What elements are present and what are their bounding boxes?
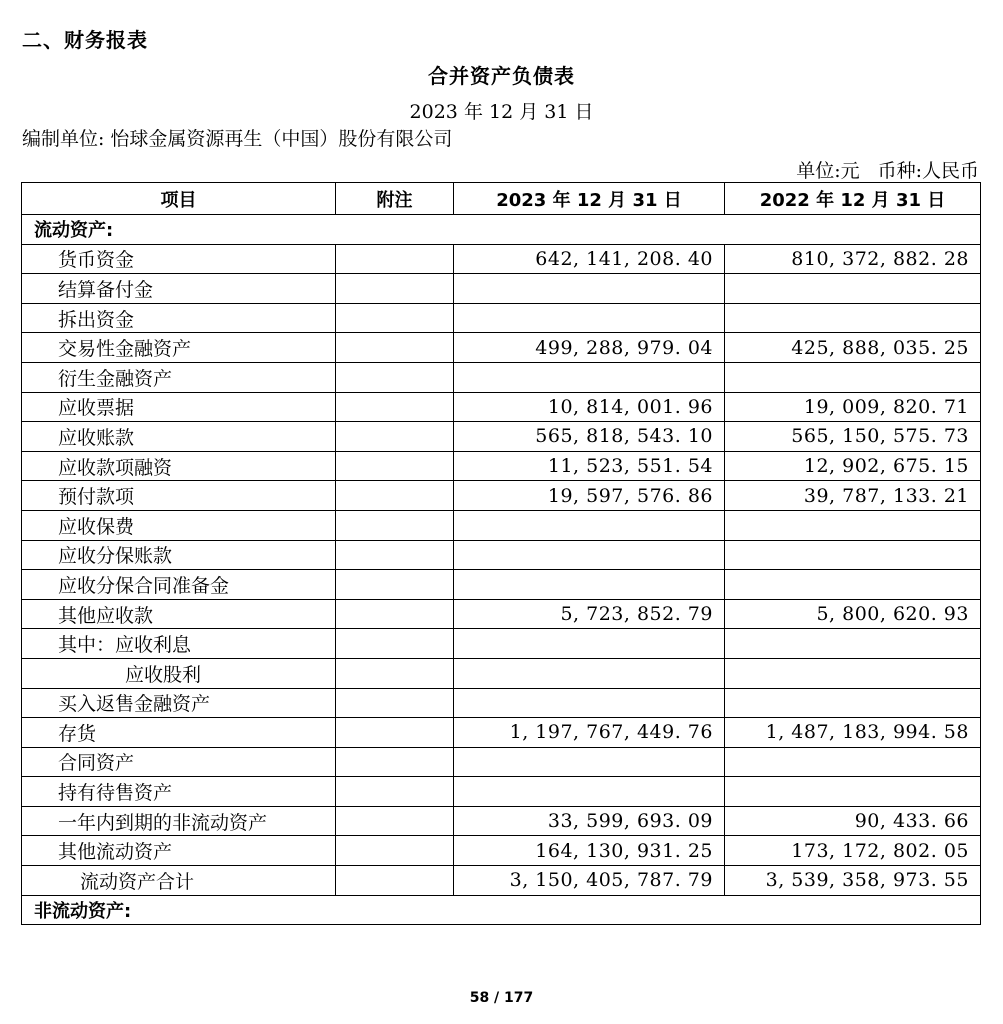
row-note [336, 629, 454, 659]
table-row [22, 333, 981, 363]
row-current-value [454, 777, 725, 807]
page-number: 58 / 177 [469, 990, 534, 1006]
document-title: 合并资产负债表 [428, 64, 575, 88]
table-row [22, 570, 981, 600]
row-label: 衍生金融资产 [22, 362, 336, 392]
row-current-value [454, 274, 725, 304]
row-label: 拆出资金 [22, 303, 336, 333]
row-label: 货币资金 [22, 244, 336, 274]
row-note [336, 806, 454, 836]
row-note [336, 777, 454, 807]
row-current-value [454, 303, 725, 333]
row-current-value: 3, 150, 405, 787. 79 [454, 866, 725, 896]
table-row [22, 806, 981, 836]
table-row [22, 836, 981, 866]
row-prior-value [725, 658, 981, 688]
row-label: 其他应收款 [22, 599, 336, 629]
row-prior-value [725, 540, 981, 570]
row-current-value [454, 540, 725, 570]
row-label: 流动资产合计 [22, 866, 336, 896]
row-current-value [454, 658, 725, 688]
row-label: 应收保费 [22, 510, 336, 540]
row-label: 其他流动资产 [22, 836, 336, 866]
row-label: 应收款项融资 [22, 451, 336, 481]
row-current-value [454, 747, 725, 777]
row-current-value: 499, 288, 979. 04 [454, 333, 725, 363]
group-label: 流动资产: [22, 215, 981, 245]
row-current-value [454, 510, 725, 540]
row-current-value [454, 362, 725, 392]
row-current-value [454, 629, 725, 659]
row-note [336, 481, 454, 511]
row-prior-value: 173, 172, 802. 05 [725, 836, 981, 866]
group-row-noncurrent-assets [22, 895, 981, 925]
row-note [336, 658, 454, 688]
row-prior-value [725, 777, 981, 807]
row-prior-value [725, 510, 981, 540]
table-row [22, 658, 981, 688]
row-current-value: 11, 523, 551. 54 [454, 451, 725, 481]
unit-currency-line [796, 156, 979, 183]
table-row [22, 510, 981, 540]
group-label: 非流动资产: [22, 895, 981, 925]
row-prior-value [725, 688, 981, 718]
row-note [336, 392, 454, 422]
row-current-value [454, 688, 725, 718]
row-label: 买入返售金融资产 [22, 688, 336, 718]
row-prior-value: 810, 372, 882. 28 [725, 244, 981, 274]
table-row-total [22, 866, 981, 896]
row-prior-value: 425, 888, 035. 25 [725, 333, 981, 363]
row-note [336, 333, 454, 363]
row-prior-value [725, 303, 981, 333]
row-prior-value: 1, 487, 183, 994. 58 [725, 718, 981, 748]
row-label: 预付款项 [22, 481, 336, 511]
row-note [336, 836, 454, 866]
header-item: 项目 [22, 183, 336, 215]
row-current-value: 10, 814, 001. 96 [454, 392, 725, 422]
row-current-value: 19, 597, 576. 86 [454, 481, 725, 511]
preparing-entity [22, 124, 458, 151]
row-prior-value [725, 274, 981, 304]
row-note [336, 362, 454, 392]
table-row [22, 274, 981, 304]
row-label: 应收股利 [22, 658, 336, 688]
row-note [336, 866, 454, 896]
table-row [22, 747, 981, 777]
row-prior-value: 3, 539, 358, 973. 55 [725, 866, 981, 896]
row-label: 交易性金融资产 [22, 333, 336, 363]
report-date: 2023 年 12 月 31 日 [409, 101, 594, 123]
table-row [22, 244, 981, 274]
row-prior-value [725, 570, 981, 600]
row-label: 存货 [22, 718, 336, 748]
table-row [22, 392, 981, 422]
row-note [336, 510, 454, 540]
row-label: 合同资产 [22, 747, 336, 777]
row-current-value: 164, 130, 931. 25 [454, 836, 725, 866]
row-prior-value [725, 747, 981, 777]
row-prior-value: 19, 009, 820. 71 [725, 392, 981, 422]
company-name: 怡球金属资源再生（中国）股份有限公司 [110, 128, 453, 150]
table-row [22, 362, 981, 392]
row-prior-value [725, 362, 981, 392]
row-label: 应收账款 [22, 422, 336, 452]
table-row [22, 303, 981, 333]
row-note [336, 599, 454, 629]
row-prior-value: 90, 433. 66 [725, 806, 981, 836]
row-note [336, 451, 454, 481]
row-current-value: 33, 599, 693. 09 [454, 806, 725, 836]
row-label: 应收分保账款 [22, 540, 336, 570]
header-prior-period: 2022 年 12 月 31 日 [725, 183, 981, 215]
company-label: 编制单位: [22, 128, 105, 150]
group-row-current-assets [22, 215, 981, 245]
row-current-value: 1, 197, 767, 449. 76 [454, 718, 725, 748]
row-prior-value: 5, 800, 620. 93 [725, 599, 981, 629]
row-label: 持有待售资产 [22, 777, 336, 807]
row-current-value: 642, 141, 208. 40 [454, 244, 725, 274]
row-label: 其中：应收利息 [22, 629, 336, 659]
row-current-value [454, 570, 725, 600]
row-label: 应收分保合同准备金 [22, 570, 336, 600]
row-prior-value [725, 629, 981, 659]
table-row [22, 629, 981, 659]
row-note [336, 303, 454, 333]
row-prior-value: 12, 902, 675. 15 [725, 451, 981, 481]
table-row [22, 481, 981, 511]
table-row [22, 451, 981, 481]
currency-label: 币种:人民币 [877, 160, 979, 182]
unit-label: 单位:元 [796, 160, 860, 182]
row-note [336, 244, 454, 274]
table-row [22, 599, 981, 629]
row-label: 一年内到期的非流动资产 [22, 806, 336, 836]
row-current-value: 565, 818, 543. 10 [454, 422, 725, 452]
row-note [336, 570, 454, 600]
table-row [22, 688, 981, 718]
row-note [336, 422, 454, 452]
balance-sheet-table [21, 182, 981, 925]
row-note [336, 540, 454, 570]
row-current-value: 5, 723, 852. 79 [454, 599, 725, 629]
row-note [336, 274, 454, 304]
row-label: 应收票据 [22, 392, 336, 422]
section-title: 二、财务报表 [22, 28, 148, 52]
table-header-row [22, 183, 981, 215]
row-prior-value: 565, 150, 575. 73 [725, 422, 981, 452]
row-note [336, 688, 454, 718]
table-row [22, 718, 981, 748]
row-note [336, 747, 454, 777]
row-prior-value: 39, 787, 133. 21 [725, 481, 981, 511]
header-note: 附注 [336, 183, 454, 215]
table-row [22, 777, 981, 807]
table-row [22, 540, 981, 570]
table-row [22, 422, 981, 452]
header-current-period: 2023 年 12 月 31 日 [454, 183, 725, 215]
row-label: 结算备付金 [22, 274, 336, 304]
row-note [336, 718, 454, 748]
